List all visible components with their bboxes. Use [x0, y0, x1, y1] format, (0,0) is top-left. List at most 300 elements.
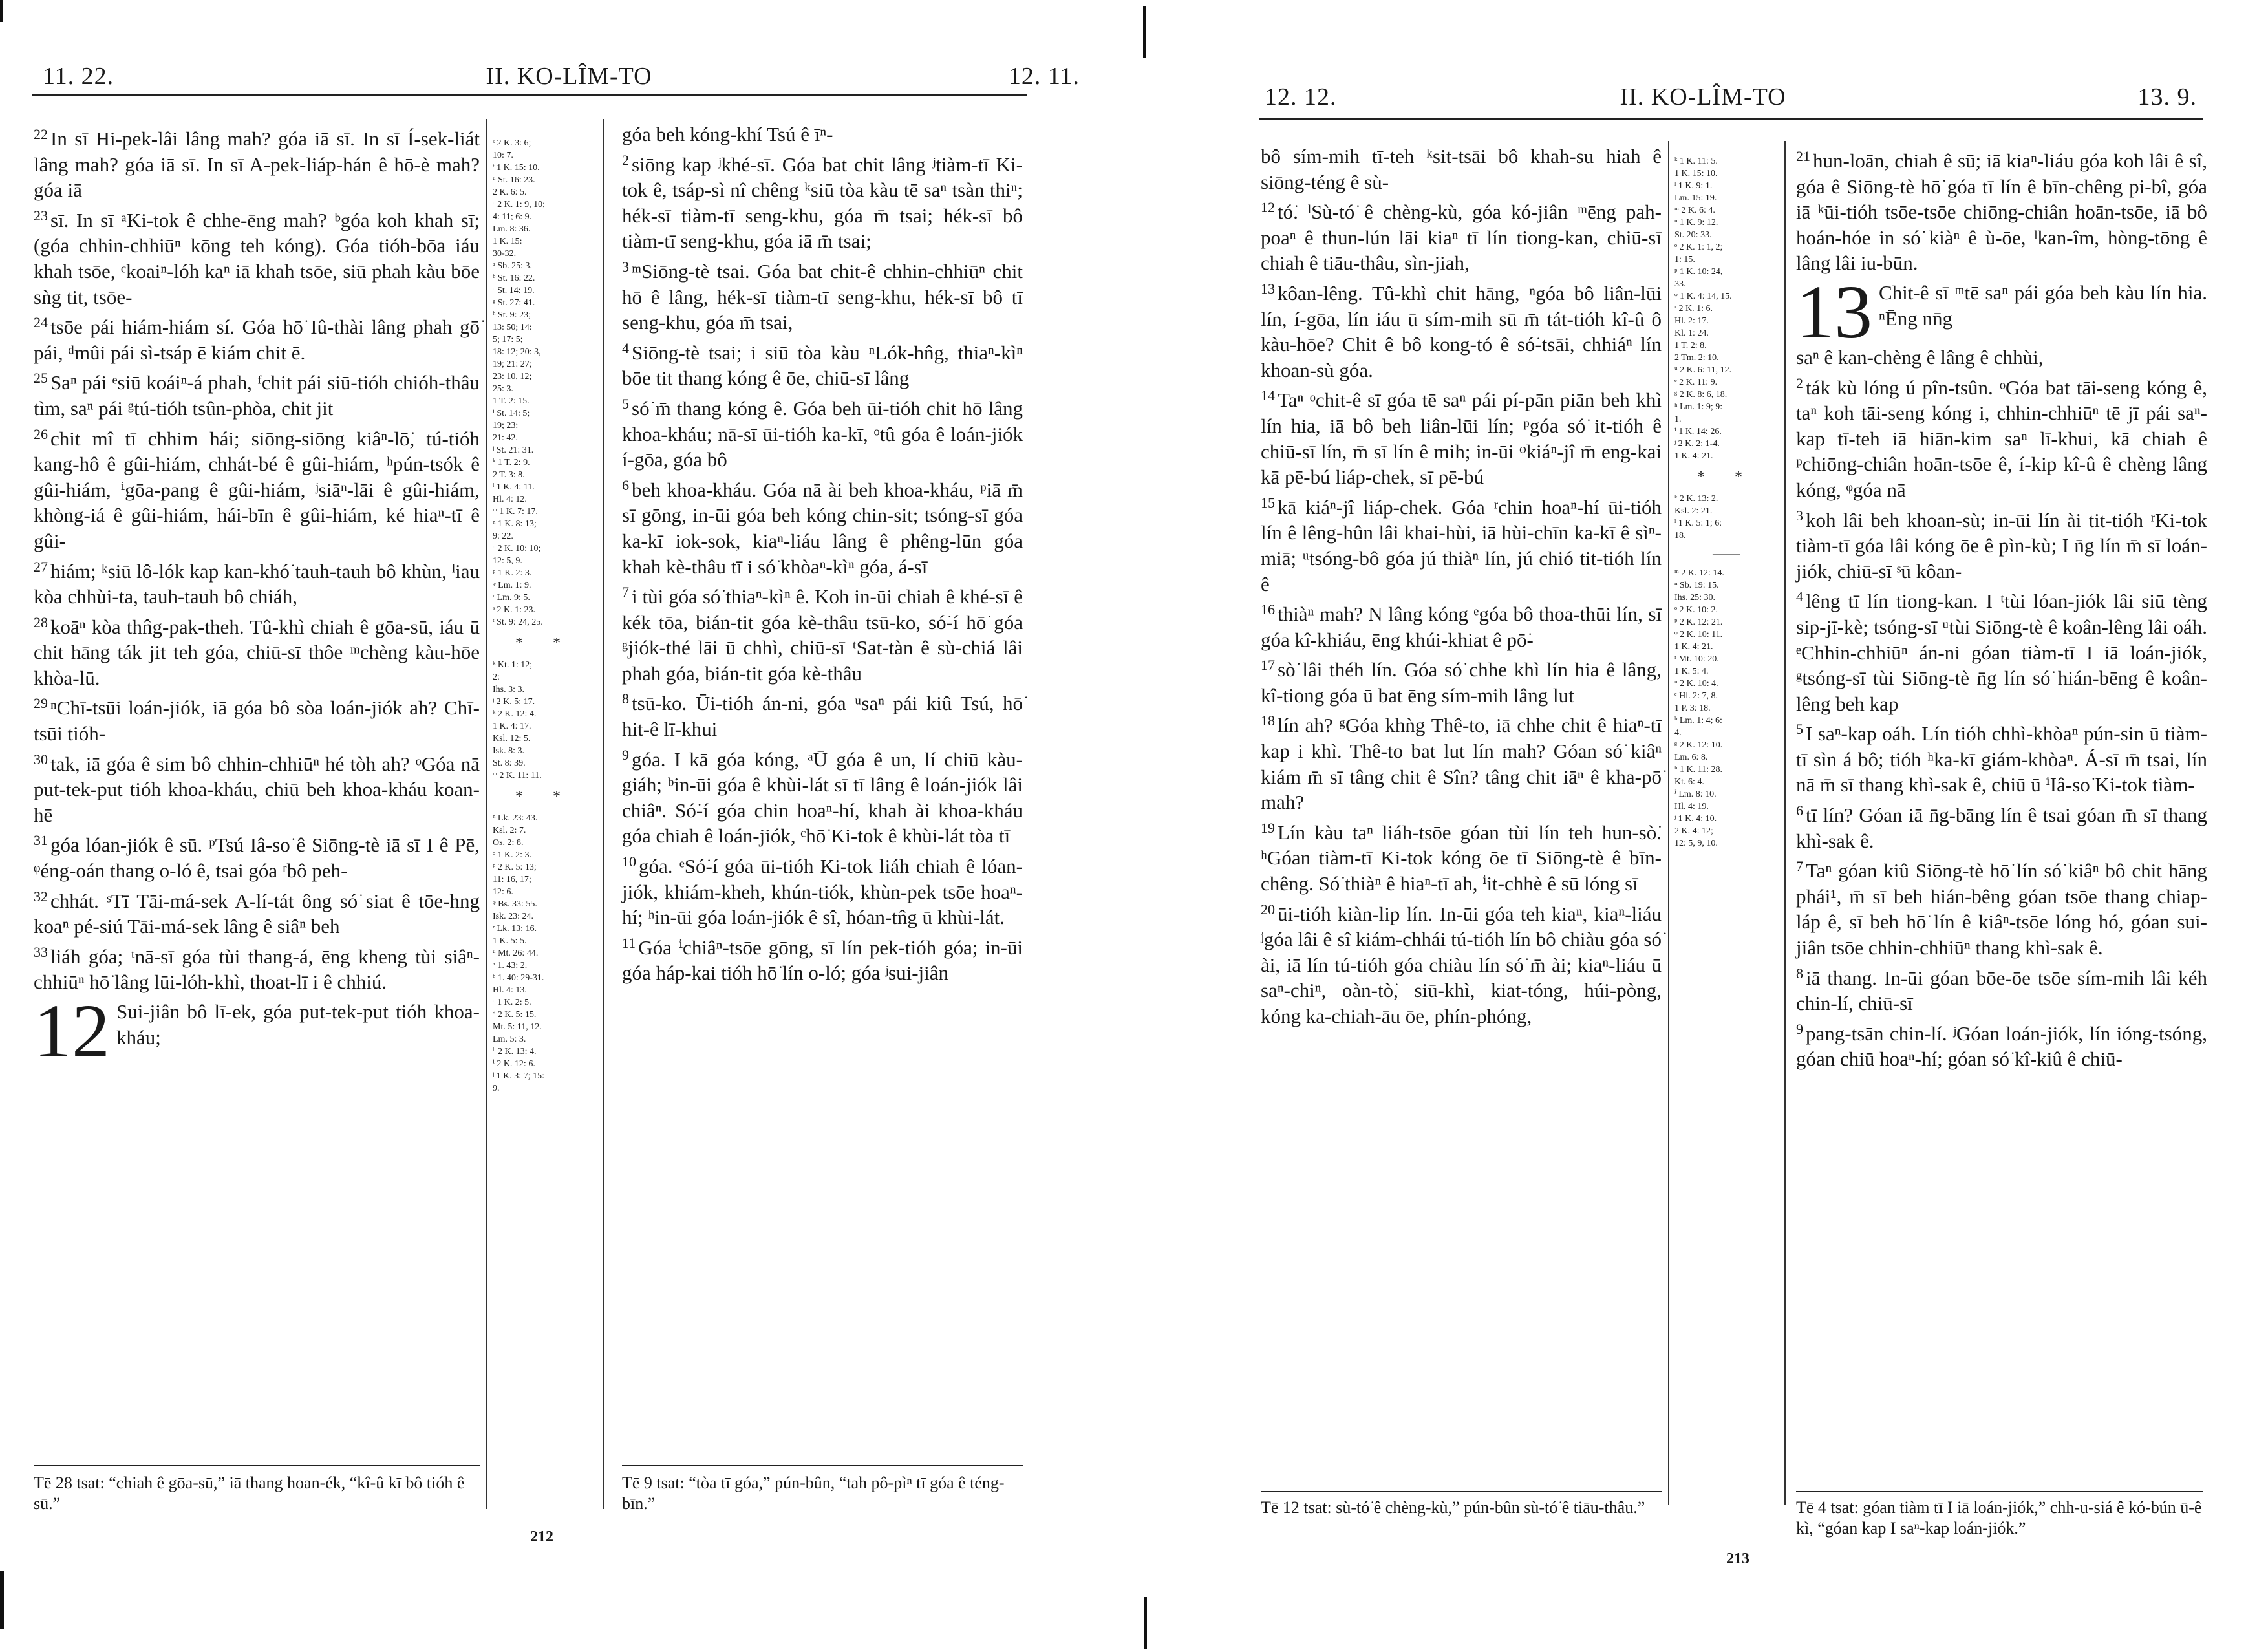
cross-reference: 23: 10, 12;	[493, 372, 532, 381]
cross-reference: ᵠ 2 K. 10: 11.	[1674, 630, 1723, 639]
verse	[34, 554, 480, 610]
verse-number: 19	[1261, 819, 1275, 836]
cross-reference: ᵐ 1 K. 7: 17.	[493, 507, 538, 517]
cross-reference: 4: 11; 6: 9.	[493, 212, 532, 222]
verse-text: pang-tsān chin-lí. ʲGóan loán-jiók, lín ióng-tsóng, góan chiū hoaⁿ-hí; góan só͘ kî-kiû ê chiū-	[1796, 1022, 2207, 1071]
cross-reference: ᵖ 1 K. 10: 24,	[1674, 267, 1723, 277]
cross-reference: 9.	[493, 1084, 500, 1093]
right-footnote-rule-1	[1261, 1491, 1662, 1492]
verse	[1796, 961, 2207, 1016]
verse-number: 2	[1796, 374, 1803, 391]
cross-reference: 25: 3.	[493, 384, 513, 394]
cross-reference: 13: 50; 14:	[493, 323, 532, 332]
verse-number: 7	[622, 584, 629, 601]
cross-reference: ˡ 1 K. 4: 11.	[493, 482, 535, 492]
cross-reference: Hl. 4: 12.	[493, 495, 527, 504]
chapter-13-first-line: Chit-ê sī ᵐtē saⁿ pái góa beh kàu lín hia. ⁿĒng nn̄g	[1879, 281, 2207, 330]
cross-reference: ᶜ 1 K. 2: 5.	[493, 998, 531, 1007]
cross-reference: 1 T. 2: 15.	[493, 396, 530, 406]
cross-reference: 1 K. 15: 10.	[1674, 169, 1718, 178]
cross-reference: 1 K. 15:	[493, 237, 522, 246]
verse-text: chit mî tī chhim hái; siōng-siōng kiâⁿ-lō͘, tú-tióh kang-hô ê gûi-hiám, chhát-bé ê gûi-hiám, ʰpún-tsók ê gûi-hiám, ⁱgōa-pang ê gûi-hiám, ʲsiāⁿ-lāi ê gûi-hiám, khòng-iá ê gûi-hiám, hái-bīn ê gûi-hiám, ké hiaⁿ-tī ê gûi-	[34, 427, 480, 552]
verse	[1261, 383, 1662, 489]
cross-reference: Kl. 1: 24.	[1674, 328, 1709, 338]
verse-text: lín ah? ᵍGóa khǹg Thê-to, iā chhe chit ê hiaⁿ-tī kap i khì. Thê-to bat lut lín mah? Góan só͘ kiâⁿ kiám m̄ sī tâng chit ê Sîn? tâng chit iāⁿ ê kha-pō͘ mah?	[1261, 714, 1662, 814]
scan-border-mark	[1143, 6, 1146, 58]
verse	[622, 742, 1023, 849]
verse	[34, 610, 480, 691]
footnote-text: “tòa tī góa,” pún-bûn, “tah pô-pìⁿ tī góa ê téng-bīn.”	[622, 1473, 1005, 1513]
cross-reference: ʰ 1 K. 11: 28.	[1674, 765, 1722, 775]
cross-reference: ᵍ St. 27: 41.	[493, 298, 535, 308]
verse-text: ták kù lóng ú pîn-tsûn. ᵒGóa bat tāi-seng kóng ê, taⁿ koh tāi-seng kóng i, chhin-chhiūⁿ tē jī pái saⁿ-kap tī-teh iā hiān-kim saⁿ lī-khui, kā chiah ê ᵖchiōng-chiân hoān-tsōe ê, í-kip kî-û ê chèng lâng kóng, ᵠgóa nā	[1796, 376, 2207, 501]
verse-number: 4	[622, 339, 629, 356]
cross-reference: ᶜ 2 K. 1: 9, 10;	[493, 200, 545, 209]
cross-reference: ʰ St. 9: 23;	[493, 310, 531, 320]
verse	[1261, 195, 1662, 276]
right-footnote-1	[1261, 1497, 1662, 1518]
verse-number: 12	[1261, 199, 1275, 216]
verse-text: tī lín? Góan iā n̄g-bāng lín ê tsai góan m̄ sī thang khì-sak ê.	[1796, 804, 2207, 852]
cross-reference: Lm. 8: 36.	[493, 224, 531, 234]
verse-text: góa beh kóng-khí Tsú ê īⁿ-	[622, 123, 833, 145]
cross-reference: ᵗ St. 9: 24, 25.	[493, 617, 543, 627]
verse-text: koāⁿ kòa thn̂g-pak-theh. Tû-khì chiah ê gōa-sū, iáu ū chit hāng ták jit teh góa, chiū-sī thôe ᵐchèng kàu-hōe khòa-lū.	[34, 615, 480, 689]
verse-text: beh khoa-kháu. Góa nā ài beh khoa-kháu, ᵖiā m̄ sī gōng, in-ūi góa beh kóng chin-sit; tsóng-sī góa ka-kī iok-sok, kiaⁿ-liáu lâng ê phêng-lūn góa khah kè-thâu tī i só͘ khòaⁿ-kìⁿ góa, á-sī	[622, 478, 1023, 578]
left-text-column-1	[34, 122, 480, 1073]
verse-text: lêng tī lín tiong-kan. I ᵗtùi lóan-jiók lâi siū tèng sip-jī-kè; tsóng-sī ᵘtùi Siōng-tè ê koân-lêng lâi oáh. ᵉChhin-chhiūⁿ án-ni góan tiàm-tī I iā loán-jiók, ᵍtsóng-sī tùi Siōng-tè n̄g lín só͘ hián-bēng ê koân-lêng beh kap	[1796, 590, 2207, 715]
verse	[622, 473, 1023, 579]
cross-reference: 1 K. 4: 17.	[493, 722, 531, 731]
verse-text: Lín kàu taⁿ liáh-tsōe góan tùi lín teh hun-sò͘. ʰGóan tiàm-tī Ki-tok kóng ōe tī Siōng-tè ê bīn-chêng. Só͘ thiàⁿ ê hiaⁿ-tī ah, ⁱit-chhè ê sū lóng sī	[1261, 820, 1662, 895]
verse	[622, 930, 1023, 986]
cross-reference: 5; 17: 5;	[493, 335, 523, 345]
cross-reference: ʲ 2 K. 2: 1-4.	[1674, 439, 1720, 449]
verse-text: In sī Hi-pek-lâi lâng mah? góa iā sī. In sī Í-sek-liát lâng mah? góa iā sī. In sī A-pek-liáp-hán ê hō-è mah? góa iā	[34, 127, 480, 202]
cross-reference: ʳ 2 K. 1: 6.	[1674, 304, 1713, 314]
verse	[1261, 490, 1662, 597]
verse-text: hiám; ᵏsiū lô-lók kap kan-khó͘ tauh-tauh bô khùn, ˡiau kòa chhùi-ta, tauh-tauh bô chiáh,	[34, 559, 480, 608]
cross-reference: Isk. 8: 3.	[493, 746, 524, 756]
verse	[1796, 584, 2207, 716]
right-footnote-rule-2	[1796, 1491, 2203, 1492]
cross-reference: ᶜ St. 14: 19.	[493, 286, 535, 295]
right-page	[1138, 0, 2268, 1650]
cross-reference: * *	[515, 635, 573, 652]
cross-reference: Ihs. 25: 30.	[1674, 593, 1715, 603]
cross-reference: 12: 5, 9.	[493, 556, 522, 566]
cross-reference: 2 K. 4: 12;	[1674, 826, 1713, 836]
verse-text: I saⁿ-kap oáh. Lín tióh chhì-khòaⁿ pún-sin ū tiàm-tī sìn á bô; tióh ʰka-kī giám-khòaⁿ. Á-sī m̄ tsai, lín nā m̄ sī thang khì-sak ê, chiū ū ⁱIâ-so͘ Ki-tok tiàm-	[1796, 722, 2207, 797]
verse	[1796, 1016, 2207, 1072]
cross-reference: 1 K. 4: 21.	[1674, 642, 1713, 652]
verse-text: tsōe pái hiám-hiám sí. Góa hō͘ Iû-thài lâng phah gō͘ pái, ᵈmûi pái sì-tsáp ē kiám chit ē.	[34, 316, 480, 364]
cross-reference: ʰ Lm. 1: 9; 9:	[1674, 402, 1723, 412]
verse	[622, 336, 1023, 391]
verse-number: 11	[622, 934, 636, 951]
verse-number: 7	[1796, 858, 1803, 875]
cross-reference: ᵖ 2 K. 12: 21.	[1674, 617, 1723, 627]
verse	[1796, 798, 2207, 853]
cross-reference: ⁿ Lk. 23: 43.	[493, 813, 538, 823]
right-header-book-title: II. KO-LÎM-TO	[1620, 83, 1786, 111]
verse-number: 33	[34, 943, 48, 960]
cross-reference: 1 T. 2: 8.	[1674, 341, 1707, 350]
verse-number: 4	[1796, 588, 1803, 605]
cross-reference: Ksl. 12: 5.	[493, 734, 531, 744]
verse	[1796, 345, 2207, 370]
right-header-chapter-end: 13. 9.	[2137, 83, 2197, 111]
cross-reference: Lm. 15: 19.	[1674, 193, 1717, 203]
cross-reference: ʲ 2 K. 5: 17.	[493, 697, 535, 707]
cross-reference: ᵏ Kt. 1: 12;	[493, 660, 533, 670]
verse-text: saⁿ ê kan-chèng ê lâng ê chhùi,	[1796, 345, 2044, 369]
cross-reference: 30-32.	[493, 249, 517, 259]
verse-number: 24	[34, 314, 48, 331]
verse	[1261, 144, 1662, 195]
verse-number: 8	[1796, 965, 1803, 981]
verse	[622, 147, 1023, 254]
cross-reference: Hl. 4: 13.	[493, 985, 527, 995]
verse-text: sò͘ lâi théh lín. Góa só͘ chhe khì lín hia ê lâng, kî-tiong góa ū bat ēng sím-mih lâng lut	[1261, 658, 1662, 707]
verse-text: i tùi góa só͘ thiaⁿ-kìⁿ ê. Koh in-ūi chiah ê khé-sī ê kék tōa, bián-tit góa kè-thâu tsū-ko, só͘-í hō͘ góa ᵍjiók-thé lāi ū chhì, chiū-sī ᵗSat-tàn ê sù-chiá lâi phah góa, bián-tit góa kè-thâu	[622, 585, 1023, 685]
cross-reference: 9: 22.	[493, 531, 513, 541]
cross-reference: ʰ 2 K. 13: 4.	[493, 1047, 537, 1056]
verse-number: 10	[622, 853, 636, 870]
verse-text: Taⁿ góan kiû Siōng-tè hō͘ lín só͘ kiâⁿ bô chit hāng phái¹, m̄ sī beh hián-bêng góan tsōe thang chiap-láp ê, sī beh hō͘ lín ê kiâⁿ-tsōe lóng hó, góan sui-jiân tsōe chhin-chhiūⁿ thang khì-sak ê.	[1796, 859, 2207, 959]
left-page-number: 212	[530, 1528, 553, 1545]
verse	[1261, 815, 1662, 897]
verse-number: 9	[1796, 1020, 1803, 1037]
cross-reference: ˢ 2 K. 1: 23.	[493, 605, 535, 615]
right-column-divider-2	[1784, 141, 1786, 1505]
verse-text: bô sím-mih tī-teh ᵏsit-tsāi bô khah-su hiah ê siōng-téng ê sù-	[1261, 145, 1662, 193]
verse-text: chhát. ˢTī Tāi-má-sek A-lí-tát ông só͘ siat ê tōe-hng koaⁿ pé-siú Tāi-má-sek lâng ê siâⁿ beh	[34, 889, 480, 938]
cross-reference: ᵏ 1 T. 2: 9.	[493, 458, 530, 467]
cross-reference: ᵉ 2 K. 11: 9.	[1674, 378, 1718, 387]
verse	[34, 422, 480, 554]
verse-text: kā kiáⁿ-jî liáp-chek. Góa ʳchin hoaⁿ-hí ūi-tióh lín ê lêng-hûn lâi khai-hùi, iā hùi-chīn ka-kī ê sìⁿ-miā; ᵘtsóng-bô góa jú thiàⁿ lín, jú chió tit-tióh lín ê	[1261, 495, 1662, 595]
verse	[1796, 716, 2207, 798]
right-cross-references	[1674, 155, 1778, 1500]
footnote-label: Tē 4 tsat:	[1796, 1498, 1859, 1517]
verse-text: hun-loān, chiah ê sū; iā kiaⁿ-liáu góa koh lâi ê sî, góa ê Siōng-tè hō͘ góa tī lín ê bīn-chêng pi-bî, góa iā ᵏūi-tióh tsōe-tsōe chiōng-chiân hoān-tsōe, iā bô hoán-hóe in só͘ kiàⁿ ê ù-ōe, ˡkan-îm, hòng-tōng ê lâng lâi iu-būn.	[1796, 149, 2207, 275]
cross-reference: ᵇ Lm. 1: 4; 6:	[1674, 716, 1722, 725]
left-footnote-rule-1	[34, 1465, 480, 1466]
cross-reference: ᵘ 2 K. 6: 11, 12.	[1674, 365, 1732, 375]
cross-reference: ᵖ 2 K. 5: 13;	[493, 862, 537, 872]
cross-reference: ᵐ 2 K. 11: 11.	[493, 771, 542, 780]
verse	[1261, 276, 1662, 383]
cross-reference: ᵘ Mt. 26: 44.	[493, 948, 539, 958]
chapter-13-opening	[1796, 269, 2207, 354]
verse	[34, 747, 480, 828]
verse-number: 8	[622, 691, 629, 707]
cross-reference: ᵏ 2 K. 13: 2.	[1674, 494, 1718, 504]
cross-reference: 10: 7.	[493, 151, 513, 160]
chapter-12-first-line: Sui-jiân bô lī-ek, góa put-tek-put tióh khoa-kháu;	[116, 1000, 480, 1049]
verse	[34, 828, 480, 883]
verse-number: 26	[34, 425, 48, 442]
verse-number: 14	[1261, 387, 1275, 404]
cross-reference: * *	[1697, 469, 1755, 486]
left-footnote-2	[622, 1473, 1023, 1514]
cross-reference: ᵐ 2 K. 12: 14.	[1674, 568, 1724, 578]
verse-number: 5	[1796, 721, 1803, 738]
verse-text: koh lâi beh khoan-sù; in-ūi lín ài tit-tióh ʳKi-tok tiàm-tī góa lâi kóng ōe ê pìn-kù; I n̄g lín m̄ sī loán-jiók, chiū-sī ˢū kôan-	[1796, 508, 2207, 583]
cross-reference: ᵇ St. 16: 22.	[493, 273, 535, 283]
cross-reference: ᵈ 2 K. 5: 15.	[493, 1010, 537, 1020]
cross-reference: ᵍ 2 K. 12: 10.	[1674, 740, 1723, 750]
cross-reference: 18.	[1674, 531, 1686, 541]
cross-reference: 1.	[1674, 414, 1682, 424]
footnote-label: Tē 28 tsat:	[34, 1473, 105, 1492]
verse-text: iā thang. In-ūi góan bōe-ōe tsōe sím-mih lâi kéh chin-lí, chiū-sī	[1796, 966, 2207, 1015]
right-page-number: 213	[1726, 1550, 1749, 1567]
verse-text: só͘ m̄ thang kóng ê. Góa beh ūi-tióh chit hō lâng khoa-kháu; nā-sī ūi-tióh ka-kī, ᵒtû góa ê loán-jiók í-gōa, góa bô	[622, 396, 1023, 471]
verse-number: 5	[622, 395, 629, 412]
cross-reference: ʲ St. 21: 31.	[493, 445, 534, 455]
verse	[1261, 708, 1662, 815]
verse	[34, 365, 480, 421]
cross-reference: ᵘ St. 16: 23.	[493, 175, 535, 185]
right-column-divider-1	[1668, 141, 1669, 1505]
verse-number: 22	[34, 126, 48, 142]
verse-number: 31	[34, 832, 48, 849]
verse-text: ⁿChī-tsūi loán-jiók, iā góa bô sòa loán-jiók ah? Chī-tsūi tióh-	[34, 696, 480, 745]
verse-number: 30	[34, 751, 48, 767]
cross-reference: ᵏ 1 K. 11: 5.	[1674, 156, 1718, 166]
verse-number: 15	[1261, 494, 1275, 511]
chapter-12-number: 12	[34, 989, 110, 1073]
chapter-12-opening	[34, 989, 480, 1073]
footnote-text: “chiah ê gōa-sū,” iā thang hoan-ék, “kî-û kī bô tióh ê sū.”	[34, 1473, 465, 1513]
verse-number: 25	[34, 370, 48, 387]
cross-reference: ˡ 1 K. 5: 1; 6:	[1674, 519, 1722, 528]
cross-reference: ᵐ 2 K. 6: 4.	[1674, 206, 1715, 215]
cross-reference: ⁿ 1 K. 9: 12.	[1674, 218, 1718, 228]
cross-reference: Lm. 6: 8.	[1674, 753, 1708, 762]
verse	[622, 122, 1023, 147]
cross-reference: 1 K. 4: 21.	[1674, 451, 1713, 461]
cross-reference: ᵉ Hl. 2: 7, 8.	[1674, 691, 1718, 701]
cross-reference: ᵖ 1 K. 2: 3.	[493, 568, 532, 578]
verse-number: 3	[622, 258, 629, 275]
cross-reference: ⁱ 2 K. 12: 6.	[493, 1059, 535, 1069]
footnote-text: góan tiàm tī I iā loán-jiók,” chh-u-siá ê kó-bún ū-ê kì, “góan kap I saⁿ-kap loán-jiók.”	[1796, 1498, 2202, 1538]
verse-number: 27	[34, 558, 48, 575]
right-text-column-1	[1261, 144, 1662, 1029]
cross-reference: 2 K. 6: 5.	[493, 188, 527, 197]
verse-number: 18	[1261, 712, 1275, 729]
verse-number: 9	[622, 746, 629, 763]
verse-text: ᵐSiōng-tè tsai. Góa bat chit-ê chhin-chhiūⁿ chit hō ê lâng, hék-sī tiàm-tī seng-khu, hék-sī bô tī seng-khu, góa m̄ tsai,	[622, 259, 1023, 334]
chapter-13-number: 13	[1796, 269, 1872, 354]
cross-reference: ᵠ Lm. 1: 9.	[493, 581, 531, 590]
cross-reference: Lm. 5: 3.	[493, 1034, 526, 1044]
cross-reference: Kt. 6: 4.	[1674, 777, 1704, 787]
verse-number: 2	[622, 151, 629, 168]
left-header-chapter-end: 12. 11.	[1008, 63, 1080, 90]
verse-text: Saⁿ pái ᵉsiū koáiⁿ-á phah, ᶠchit pái siū-tióh chióh-thâu tìm, saⁿ pái ᵍtú-tióh tsûn-phòa, chit jit	[34, 371, 480, 420]
cross-reference: ⁿ 1 K. 8: 13;	[493, 519, 537, 529]
cross-reference: 12: 5, 9, 10.	[1674, 839, 1718, 848]
cross-reference: ⁱ Lm. 8: 10.	[1674, 789, 1717, 799]
cross-reference: ʳ Mt. 10: 20.	[1674, 654, 1719, 664]
left-header-chapter-start: 11. 22.	[43, 63, 114, 90]
left-text-column-2	[622, 122, 1023, 986]
left-header-book-title: II. KO-LÎM-TO	[486, 63, 652, 90]
footnote-text: sù-tó͘ ê chèng-kù,” pún-bûn sù-tó͘ ê tiāu-thâu.”	[1336, 1498, 1645, 1517]
cross-reference: ᵒ 2 K. 1: 1, 2;	[1674, 242, 1723, 252]
cross-reference: 12: 6.	[493, 887, 513, 897]
verse-text: sī. In sī ᵃKi-tok ê chhe-ēng mah? ᵇgóa koh khah sī; (góa chhin-chhiūⁿ kōng teh kóng). Góa tióh-bōa iáu khah tsōe, ᶜkoaiⁿ-lóh kaⁿ iā khah tsōe, siū phah kàu bōe sǹg tit, tsōe-	[34, 208, 480, 308]
cross-reference: St. 8: 39.	[493, 758, 526, 768]
cross-reference: ʲ 1 K. 3: 7; 15:	[493, 1071, 544, 1081]
cross-reference: 1 K. 5: 4.	[1674, 667, 1709, 676]
verse	[1796, 144, 2207, 276]
verse-text: góa lóan-jiók ê sū. ᵖTsú Iâ-so͘ ê Siōng-tè iā sī I ê Pē, ᵠéng-oán thang o-ló ê, tsai góa ʳbô peh-	[34, 833, 480, 883]
verse	[34, 691, 480, 746]
verse-number: 3	[1796, 507, 1803, 524]
right-running-header	[1138, 83, 2268, 122]
verse	[1796, 503, 2207, 584]
verse-number: 13	[1261, 280, 1275, 297]
cross-reference: Hl. 2: 17.	[1674, 316, 1709, 326]
scan-border-mark	[0, 0, 3, 22]
cross-reference: 2:	[493, 672, 500, 682]
cross-reference: ᵏ 2 K. 12: 4.	[493, 709, 537, 719]
cross-reference: 1 P. 3: 18.	[1674, 703, 1711, 713]
cross-reference: 21: 42.	[493, 433, 518, 443]
right-header-rule	[1259, 118, 2203, 120]
cross-reference: ᵠ Bs. 33: 55.	[493, 899, 537, 909]
verse	[34, 310, 480, 365]
verse	[1261, 597, 1662, 652]
left-header-rule	[32, 94, 1027, 96]
scan-border-mark	[0, 1571, 4, 1629]
verse	[1796, 370, 2207, 503]
scan-border-mark	[1144, 1597, 1147, 1649]
verse	[1796, 853, 2207, 960]
cross-reference: ᵗ 1 K. 15: 10.	[493, 163, 540, 173]
cross-reference: ⁿ Sb. 19: 15.	[1674, 581, 1719, 590]
footnote-label: Tē 9 tsat:	[622, 1473, 685, 1492]
left-column-divider-1	[486, 119, 487, 1509]
cross-reference: 11: 16, 17;	[493, 875, 531, 884]
right-header-chapter-start: 12. 12.	[1265, 83, 1337, 111]
verse	[622, 579, 1023, 686]
cross-reference: ˡ 1 K. 9: 1.	[1674, 181, 1713, 191]
cross-reference: ᵃ 1. 43: 2.	[493, 961, 528, 970]
cross-reference: St. 20: 33.	[1674, 230, 1712, 240]
cross-reference: Os. 2: 8.	[493, 838, 524, 848]
cross-reference: ᵒ 2 K. 10: 2.	[1674, 605, 1718, 615]
verse-text: Góa ⁱchiâⁿ-tsōe gōng, sī lín pek-tióh góa; in-ūi góa háp-kai tióh hō͘ lín o-ló; góa ʲsui-jiân	[622, 936, 1023, 985]
cross-reference: ʲ 1 K. 4: 10.	[1674, 814, 1717, 824]
verse	[34, 203, 480, 310]
verse	[1261, 652, 1662, 708]
cross-reference: ʳ Lk. 13: 16.	[493, 924, 537, 934]
verse-number: 29	[34, 695, 48, 712]
verse-text: liáh góa; ᵗnā-sī góa tùi thang-á, ēng kheng tùi siâⁿ-chhiūⁿ hō͘ lâng lūi-lóh-khì, thoat-lī i ê chhiú.	[34, 945, 480, 994]
cross-reference: Hl. 4: 19.	[1674, 802, 1709, 811]
verse-number: 6	[1796, 802, 1803, 819]
cross-reference: Ihs. 3: 3.	[493, 685, 524, 694]
cross-reference: Ksl. 2: 7.	[493, 826, 526, 835]
cross-reference: ———	[1713, 550, 1740, 559]
verse-number: 32	[34, 888, 48, 905]
cross-reference: 2 Tm. 2: 10.	[1674, 353, 1719, 363]
verse-text: thiàⁿ mah? N lâng kóng ᵉgóa bô thoa-thūi lín, sī góa kî-khiáu, ēng khúi-khiat ê pō͘-	[1261, 603, 1662, 651]
verse-text: ūi-tióh kiàn-lip lín. In-ūi góa teh kiaⁿ, kiaⁿ-liáu ʲgóa lâi ê sî kiám-chhái tú-tióh lín bô chiàu góa só͘ ài, iā lín tú-tióh góa chiàu lín só͘ m̄ ài; kiaⁿ-liáu ū saⁿ-chiⁿ, oàn-tò͘, siū-khì, kiat-tóng, húi-pòng, kóng ka-chiah-āu ōe, phín-phóng,	[1261, 902, 1662, 1027]
cross-reference: 19; 21: 27;	[493, 359, 532, 369]
verse-text: tó͘. ˡSù-tó͘ ê chèng-kù, góa kó-jiân ᵐēng pah-poaⁿ ê thun-lún lāi kiaⁿ tī lín tiong-kan, chiū-sī chiah ê tiāu-thâu, sìn-jiah,	[1261, 200, 1662, 275]
cross-reference: 33.	[1674, 279, 1686, 289]
right-text-column-2	[1796, 144, 2207, 1072]
verse-number: 6	[622, 477, 629, 493]
verse	[622, 849, 1023, 930]
verse-text: tak, iā góa ê sim bô chhin-chhiūⁿ hé tòh ah? ᵒGóa nā put-tek-put tióh khoa-kháu, chiū beh khoa-kháu koan-hē	[34, 752, 480, 826]
cross-reference: ⁱ St. 14: 5;	[493, 409, 530, 418]
right-footnote-2	[1796, 1497, 2203, 1539]
verse	[34, 884, 480, 939]
verse-number: 17	[1261, 657, 1275, 674]
verse-text: góa. ᵉSó͘-í góa ūi-tióh Ki-tok liáh chiah ê lóan-jiók, khiám-kheh, khún-tiók, khùn-pek tsōe hoaⁿ-hí; ʰin-ūi góa loán-jiók ê sî, hóan-tn̂g ū khùi-lát.	[622, 855, 1023, 929]
left-column-divider-2	[603, 119, 604, 1509]
verse	[34, 939, 480, 995]
cross-reference: ᵃ Sb. 25: 3.	[493, 261, 533, 271]
cross-reference: ˢ 2 K. 3: 6;	[493, 138, 531, 148]
verse-text: tsū-ko. Ūi-tióh án-ni, góa ᵘsaⁿ pái kiû Tsú, hō͘ hit-ê lī-khui	[622, 692, 1023, 741]
verse-number: 16	[1261, 601, 1275, 618]
cross-reference: ᵠ 1 K. 4: 14, 15.	[1674, 292, 1732, 301]
cross-reference: ⁱ 1 K. 14: 26.	[1674, 427, 1722, 436]
left-cross-references	[493, 137, 596, 1521]
cross-reference: Ksl. 2: 21.	[1674, 506, 1713, 516]
cross-reference: Isk. 23: 24.	[493, 912, 533, 921]
cross-reference: 18: 12; 20: 3,	[493, 347, 541, 357]
cross-reference: ʳ Lm. 9: 5.	[493, 593, 530, 603]
verse-number: 28	[34, 614, 48, 630]
verse	[34, 122, 480, 203]
cross-reference: Mt. 5: 11, 12.	[493, 1022, 542, 1032]
verse-number: 23	[34, 207, 48, 224]
verse-text: kôan-lêng. Tû-khì chit hāng, ⁿgóa bô liân-lūi lín, í-gōa, lín iáu ū sím-mih sū m̄ tát-tióh kî-û ô kàu-hōe? Chit ê bô kong-tó ê só͘-tsāi, chhiáⁿ lín khoan-sù góa.	[1261, 281, 1662, 381]
left-footnote-1	[34, 1473, 480, 1514]
cross-reference: 2 T. 3: 8.	[493, 470, 525, 480]
cross-reference: 1: 15.	[1674, 255, 1695, 264]
verse	[622, 254, 1023, 336]
cross-reference: ᵒ 1 K. 2: 3.	[493, 850, 532, 860]
cross-reference: ᵍ 2 K. 8: 6, 18.	[1674, 390, 1728, 400]
verse-text: Taⁿ ᵒchit-ê sī góa tē saⁿ pái pí-pān piān beh khì lín hia, iā bô beh liân-lūi lín; ᵖgóa só͘ it-tióh ê chiū-sī lín, m̄ sī lín ê mih; in-ūi ᵠkiáⁿ-jî m̄ eng-kai kā pē-bú liáp-chek, sī pē-bú	[1261, 389, 1662, 489]
cross-reference: ᵒ 2 K. 10: 10;	[493, 544, 541, 553]
cross-reference: ᵘ 2 K. 10: 4.	[1674, 679, 1718, 689]
verse-number: 21	[1796, 148, 1810, 164]
verse-number: 20	[1261, 901, 1275, 917]
cross-reference: * *	[515, 788, 573, 805]
verse-text: siōng kap ʲkhé-sī. Góa bat chit lâng ʲtiàm-tī Ki-tok ê, tsáp-sì nî chêng ᵏsiū tòa kàu tē saⁿ tsàn thiⁿ; hék-sī tiàm-tī seng-khu, góa m̄ tsai; hék-sī bô tiàm-tī seng-khu, góa iā m̄ tsai;	[622, 153, 1023, 253]
cross-reference: 19; 23:	[493, 421, 519, 431]
left-footnote-rule-2	[622, 1465, 1023, 1466]
cross-reference: ᵇ 1. 40: 29-31.	[493, 973, 544, 983]
verse	[1261, 897, 1662, 1029]
verse-text: góa. I kā góa kóng, ᵃŪ góa ê un, lí chiū kàu-giáh; ᵇin-ūi góa ê khùi-lát sī tī lâng ê loán-jiók lâi chiâⁿ. Só͘-í góa chin hoaⁿ-hí, khah ài khoa-kháu góa chiah ê loán-jiók, ᶜhō͘ Ki-tok ê khùi-lát tòa tī	[622, 747, 1023, 848]
verse	[622, 391, 1023, 473]
cross-reference: 1 K. 5: 5.	[493, 936, 527, 946]
footnote-label: Tē 12 tsat:	[1261, 1498, 1332, 1517]
